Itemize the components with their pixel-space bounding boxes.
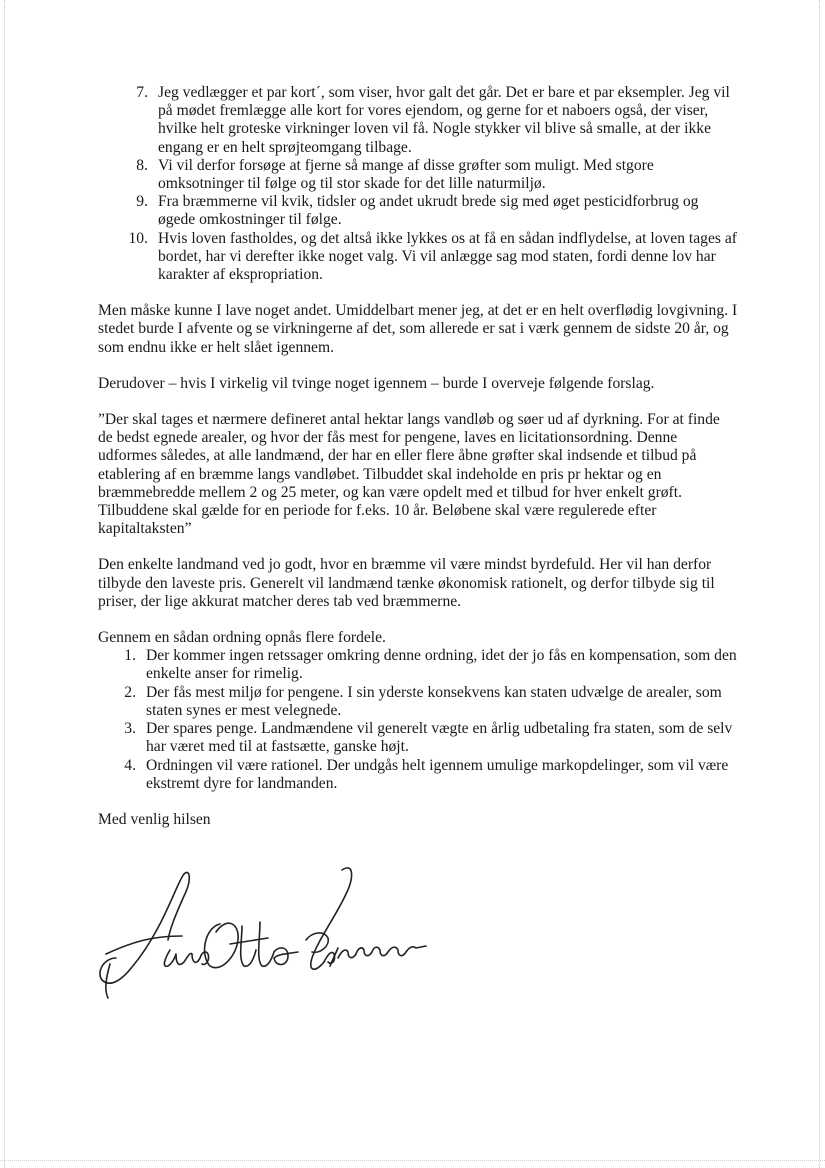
scan-edge-left [4,0,6,1168]
paragraph-proposal-intro: Derudover – hvis I virkelig vil tvinge noget igennem – burde I overveje følgende forslag. [98,374,655,392]
list-number: 10. [128,229,148,247]
letter-body [98,84,738,829]
list-item [122,157,738,193]
list-text: Jeg vedlægger et par kort´, som viser, hvor galt det går. Det er bare et par eksempler. Jeg vil på mødet fremlægge alle kort for vores ejendom, og gerne for et naboers også, der viser, hvilke helt groteske virkninger loven vil få. Nogle stykker vil blive så smalle, at der ikke engang er en helt sprøjteomgang tilbage. [158,84,730,156]
list-number: 1. [124,647,136,665]
closing-salutation: Med venlig hilsen [98,810,211,828]
list-item [120,757,738,793]
scan-edge-right [819,0,821,1168]
list-text: Der kommer ingen retssager omkring denne ordning, idet der jo fås en kompensation, som den enkelte anser for rimelig. [146,647,737,683]
handwritten-signature [92,862,432,1002]
list-item [120,720,738,756]
list-text: Fra bræmmerne vil kvik, tidsler og andet ukrudt brede sig med øget pesticidforbrug og øgede omkostninger til følge. [158,193,699,229]
list-number: 7. [136,84,148,101]
list-text: Ordningen vil være rationel. Der undgås helt igennem umulige markopdelinger, som vil være ekstremt dyre for landmanden. [146,756,729,792]
paragraph-farmer-pricing: Den enkelte landmand ved jo godt, hvor en bræmme vil være mindst byrdefuld. Her vil han derfor tilbyde den laveste pris. Generelt vil landmænd tænke økonomisk rationelt, og derfor tilbyde sig til priser, der lige akkurat matcher deres tab ved bræmmerne. [98,556,715,610]
list-text: Hvis loven fastholdes, og det altså ikke lykkes os at få en sådan indflydelse, at loven tages af bordet, har vi derefter ikke noget valg. Vi vil anlægge sag mod staten, fordi denne lov har karakter af ekspropriation. [158,229,737,284]
list-item [120,647,738,683]
list-item [122,84,738,157]
numbered-list-advantages [120,647,738,793]
paragraph-proposal-quote: ”Der skal tages et nærmere defineret antal hektar langs vandløb og søer ud af dyrkning. For at finde de bedst egnede arealer, og hvor der fås mest for pengene, laves en licitationsordning. Denne udformes således, at alle landmænd, der har en eller flere åbne grøfter skal indsende et tilbud på etablering af en bræmme langs vandløbet. Tilbuddet skal indeholde en pris pr hektar og en bræmmebredde mellem 2 og 25 meter, og kan være opdelt med et tilbud for hver enkelt grøft. Tilbuddene skal gælde for en periode for f.eks. 10 år. Beløbene skal være regulerede efter kapitaltaksten” [98,411,720,538]
list-item [122,230,738,285]
list-text: Der spares penge. Landmændene vil generelt vægte en årlig udbetaling fra staten, som de selv har været med til at fastsætte, ganske højt. [146,720,733,756]
signature-strokes [100,868,426,998]
list-number: 4. [124,756,136,774]
list-item [120,684,738,720]
list-text: Vi vil derfor forsøge at fjerne så mange af disse grøfter som muligt. Med stgore omksotninger til følge og til stor skade for det lille naturmiljø. [158,156,654,193]
list-text: Der fås mest miljø for pengene. I sin yderste konsekvens kan staten udvælge de arealer, som staten synes er mest velegnede. [146,683,722,719]
paragraph-advantages-intro: Gennem en sådan ordning opnås flere fordele. [98,629,386,647]
list-number: 9. [136,193,148,211]
numbered-list-top [122,84,738,284]
list-number: 3. [124,720,136,738]
list-number: 8. [136,156,148,174]
scan-edge-bottom [0,1160,825,1162]
paragraph-alternative: Men måske kunne I lave noget andet. Umiddelbart mener jeg, at det er en helt overflødig lovgivning. I stedet burde I afvente og se virkningerne af det, som allerede er sat i værk gennem de sidste 20 år, og som endnu ikke er helt slået igennem. [98,302,738,356]
list-item [122,193,738,229]
list-number: 2. [124,683,136,701]
